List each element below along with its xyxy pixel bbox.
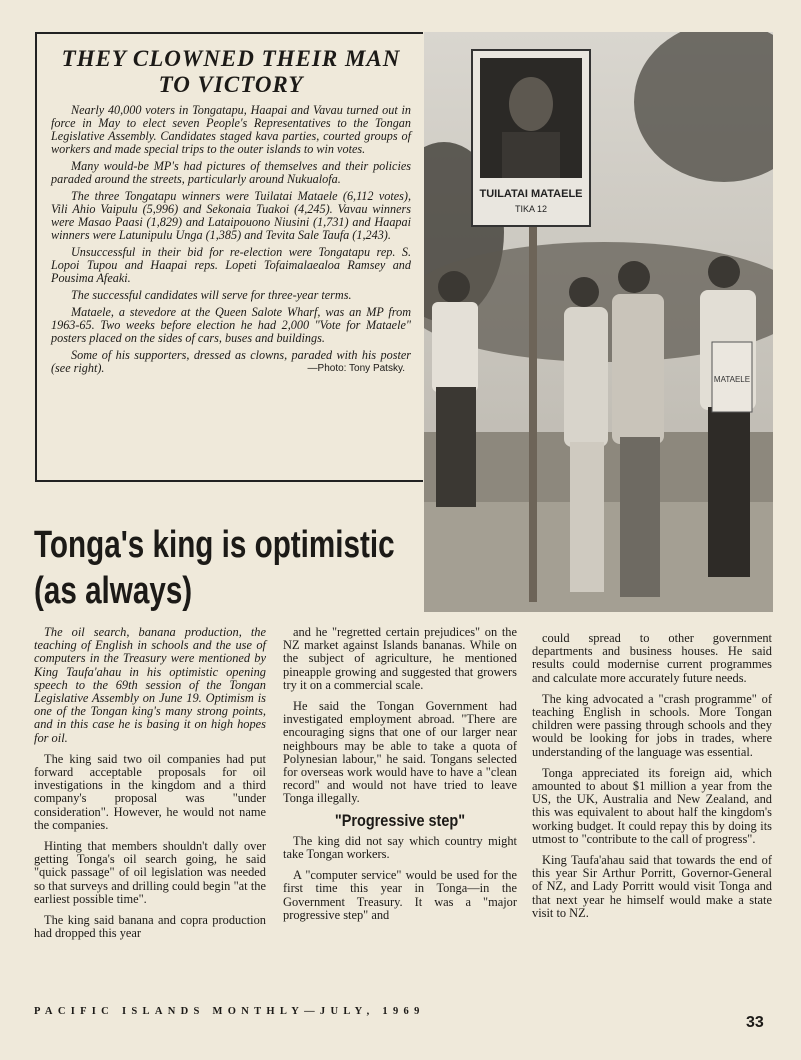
headline-line-1: Tonga's king is optimistic (34, 524, 395, 566)
lead-paragraph: The oil search, banana production, the teaching of English in schools and the use of computers in the Treasury were mentioned by King Taufa'ahau in his optimistic opening speech to the 69th session of the Tongan Legislative Assembly on June 19. Optimism is one of the Tongan king's many strong points, and in this case he is basing it on high hopes for oil. (34, 625, 266, 745)
campaign-photo (424, 32, 773, 612)
body-paragraph: He said the Tongan Government had investigated employment abroad. "There are encouraging signs that one of our larger near neighbours may be able to take a quota of Polynesian labour," he said. Tongans selected for overseas work would have to have a "clean record" and would not have tried to leave Tonga illegally. (283, 699, 517, 806)
body-paragraph: Tonga appreciated its foreign aid, which amounted to about $1 million a year from the US, the UK, Australia and New Zealand, and this was equivalent to about half the kingdom's working budget. It could repay this by doing its utmost to "contribute to the call of progress". (532, 765, 772, 846)
feature-last-text: Some of his supporters, dressed as clowns, paraded with his poster (see right). (51, 348, 411, 375)
body-paragraph: The king advocated a "crash programme" of teaching English in schools. More Tongan children were passing through schools and they would be looking for jobs in trades, where understanding of the language was essential. (532, 691, 772, 759)
page-number: 33 (746, 1014, 764, 1031)
column-1 (34, 626, 266, 948)
running-footer: PACIFIC ISLANDS MONTHLY—JULY, 1969 (34, 1006, 425, 1017)
feature-paragraph: The successful candidates will serve for three-year terms. (71, 288, 352, 302)
article-headline (34, 522, 408, 614)
feature-paragraph: Mataele, a stevedore at the Queen Salote Wharf, was an MP from 1963-65. Two weeks before election he had 2,000 "Vote for Mataele" posters placed on the sides of cars, buses and buildings. (51, 305, 411, 345)
feature-paragraph: Many would-be MP's had pictures of themselves and their policies paraded around the streets, particularly around Nukualofa. (51, 159, 411, 186)
poster-name: TUILATAI MATAELE (479, 188, 583, 200)
body-paragraph: A "computer service" would be used for the first time this year in Tonga—in the Government Treasury. It was a "major progressive step" and (283, 868, 517, 922)
feature-paragraph: Unsuccessful in their bid for re-election were Tongatapu rep. S. Lopoi Tupou and Haapai reps. Lopeti Tofaimalaealoa Ramsey and Pousima Afeaki. (51, 245, 411, 285)
column-3 (532, 632, 772, 928)
column-2 (283, 626, 517, 930)
body-paragraph: The king said banana and copra production had dropped this year (34, 913, 266, 941)
feature-paragraph: The three Tongatapu winners were Tuilatai Mataele (6,112 votes), Vili Ahio Vaipulu (5,996) and Sekonaia Tuakoi (4,245). Vavau winners were Masao Paasi (1,829) and Lataipouono Niusini (1,731) and Haapai winners were Latunipulu Unga (1,385) and Tevita Sale Taufa (1,243). (51, 189, 411, 242)
headline-line-2: (as always) (34, 570, 193, 612)
body-paragraph: The king did not say which country might take Tongan workers. (283, 833, 517, 862)
body-paragraph: The king said two oil companies had put forward acceptable proposals for oil investigations in the kingdom and a third company's proposal was "under consideration". However, he would not name the companies. (34, 751, 266, 832)
poster-sub: TIKA 12 (514, 204, 548, 214)
body-paragraph: could spread to other government departments and business houses. He said results could modernise current programmes and calculate more accurately future needs. (532, 631, 772, 685)
photo-illustration (424, 32, 773, 612)
feature-paragraph-last (51, 349, 411, 375)
feature-title: THEY CLOWNED THEIR MAN TO VICTORY (61, 46, 401, 97)
body-paragraph: and he "regretted certain prejudices" on the NZ market against Islands bananas. While on the subject of agriculture, he mentioned pineapple growing and suggested that growers try it on a commercial scale. (283, 625, 517, 692)
sign-text: MATAELE (713, 375, 751, 384)
feature-box (35, 32, 423, 482)
subheading: "Progressive step" (334, 810, 466, 830)
body-paragraph: King Taufa'ahau said that towards the end of this year Sir Arthur Porritt, Governor-General of NZ, and Lady Porritt would visit Tonga and that next year he himself would make a state visit to NZ. (532, 853, 772, 920)
feature-paragraph: Nearly 40,000 voters in Tongatapu, Haapai and Vavau turned out in force in May to elect seven People's Representatives to the Tongan Legislative Assembly. Candidates staged kava parties, courted groups of workers and made special trips to the outer islands to win votes. (51, 103, 411, 156)
body-paragraph: Hinting that members shouldn't dally over getting Tonga's oil search going, he said "quick passage" of oil legislation was needed so that surveys and drilling could begin "at the earliest possible time". (34, 839, 266, 906)
photo-credit: —Photo: Tony Patsky. (307, 363, 405, 374)
